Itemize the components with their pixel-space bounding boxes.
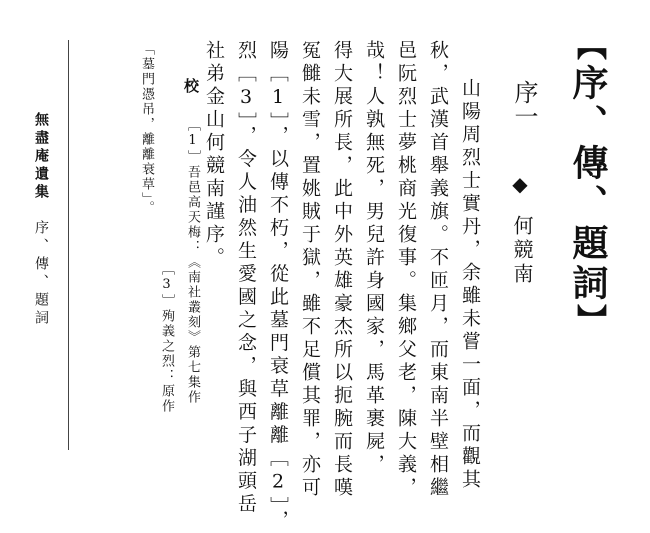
- body-column-2: 秋，武漢首舉義旗。不匝月，而東南半壁相繼: [427, 40, 449, 500]
- heading-bracket-open: 【: [571, 30, 606, 64]
- body-column-6: 冤雠未雪，置姚賊于獄，雖不足償其罪，亦可: [299, 40, 321, 500]
- body-column-3: 邑阮烈士夢桃商光復事。集鄉父老，陳大義，: [395, 40, 417, 500]
- body-column-5: 得大展所長，此中外英雄豪杰所以扼腕而長嘆: [331, 40, 353, 500]
- body-column-7: 陽［1］，以傳不朽，從此墓門衰草離離［2］，: [267, 40, 289, 533]
- body-column-4: 哉！人孰無死，男兒許身國家，馬革裹屍，: [363, 40, 385, 477]
- notes-label: 校: [182, 78, 200, 93]
- heading-text: 序、傳、題詞: [567, 64, 609, 304]
- page-frame-line: [68, 40, 69, 450]
- body-column-1: 山陽周烈士實丹，余雖未嘗一面，而觀其: [459, 78, 481, 492]
- chapter-heading: [567, 30, 609, 338]
- heading-bracket-close: 】: [571, 304, 606, 338]
- note-1: ［1］吾邑高天梅：《南社叢刻》第七集作: [185, 118, 200, 405]
- running-header-book: 無盡庵遺集: [33, 112, 49, 202]
- diamond-ornament-icon: ◆: [508, 172, 532, 196]
- author-name: 何競南: [510, 215, 534, 287]
- note-2: ［3］殉義之烈：原作: [159, 262, 174, 414]
- body-column-8: 烈［3］，令人油然生愛國之念，與西子湖頭岳: [235, 40, 257, 517]
- running-header-sections: 序、傳、題詞: [33, 220, 49, 328]
- note-3: 「墓門憑吊，離離衰草」。: [139, 42, 154, 216]
- section-subtitle: 序一: [510, 80, 538, 128]
- body-column-9: 社弟金山何競南謹序。: [203, 40, 225, 270]
